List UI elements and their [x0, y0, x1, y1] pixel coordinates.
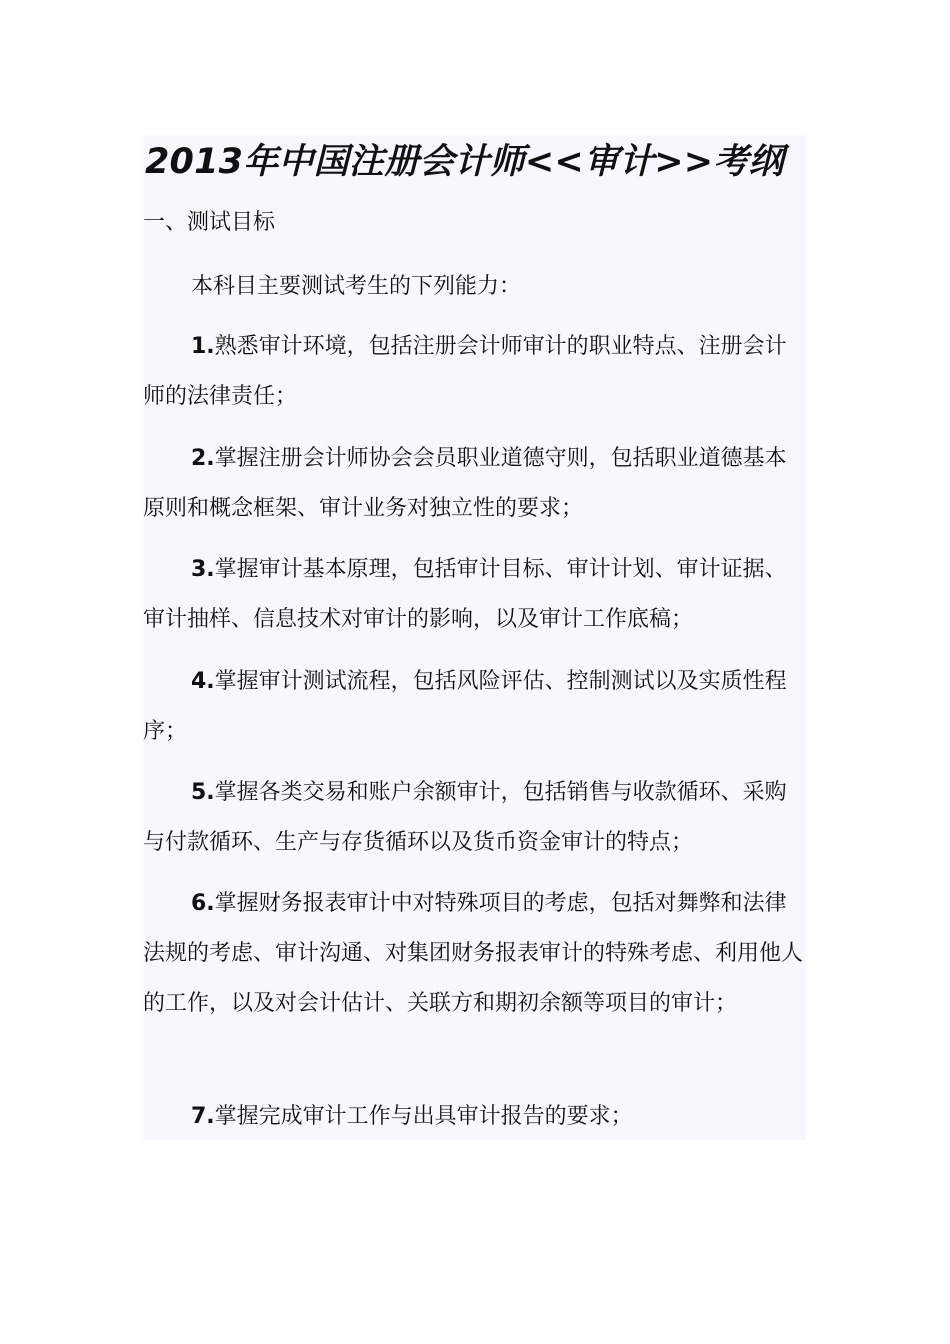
item-number: 7. — [191, 1104, 215, 1129]
item-number: 6. — [191, 891, 215, 916]
document-title: 2013年中国注册会计师<<审计>>考纲 — [145, 142, 784, 182]
list-item-6 — [143, 879, 806, 1029]
intro-paragraph: 本科目主要测试考生的下列能力： — [191, 274, 522, 299]
item-number: 3. — [191, 557, 215, 582]
list-item-1 — [143, 322, 806, 422]
list-item-7 — [143, 1092, 806, 1142]
item-text: 掌握审计测试流程，包括风险评估、控制测试以及实质性程序； — [143, 669, 787, 744]
list-item-5 — [143, 768, 806, 868]
item-number: 1. — [191, 334, 215, 359]
item-text: 掌握财务报表审计中对特殊项目的考虑，包括对舞弊和法律法规的考虑、审计沟通、对集团财务报表审计的特殊考虑、利用他人的工作，以及对会计估计、关联方和期初余额等项目的审计； — [143, 891, 804, 1016]
item-text: 掌握完成审计工作与出具审计报告的要求； — [214, 1104, 633, 1129]
item-text: 掌握注册会计师协会会员职业道德守则，包括职业道德基本原则和概念框架、审计业务对独立性的要求； — [143, 446, 787, 521]
item-text: 掌握各类交易和账户余额审计，包括销售与收款循环、采购与付款循环、生产与存货循环以及货币资金审计的特点； — [143, 780, 787, 855]
list-item-3 — [143, 545, 806, 645]
document-body — [143, 135, 806, 1140]
list-item-4 — [143, 657, 806, 757]
item-number: 4. — [191, 669, 215, 694]
item-text: 熟悉审计环境，包括注册会计师审计的职业特点、注册会计师的法律责任； — [143, 334, 787, 409]
item-text: 掌握审计基本原理，包括审计目标、审计计划、审计证据、审计抽样、信息技术对审计的影响，以及审计工作底稿； — [143, 557, 787, 632]
item-number: 5. — [191, 780, 215, 805]
list-item-2 — [143, 434, 806, 534]
section-heading: 一、测试目标 — [143, 210, 276, 235]
item-number: 2. — [191, 446, 215, 471]
